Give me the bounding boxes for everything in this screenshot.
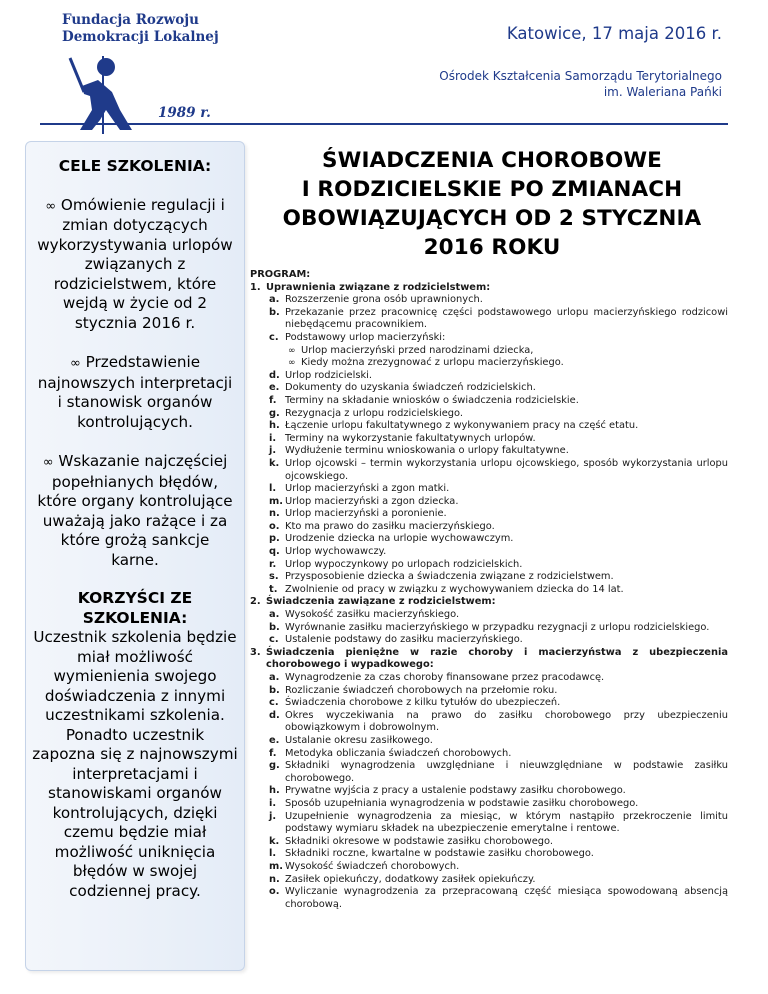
item-letter: d. [269, 709, 280, 721]
item-text: Rozszerzenie grona osób uprawnionych. [285, 294, 483, 306]
section-title: Świadczenia zawiązane z rodzicielstwem: [266, 596, 496, 608]
infinity-bullet-icon: ∞ [42, 455, 54, 470]
item-text: Urlop rodzicielski. [285, 369, 373, 381]
program-item [269, 609, 728, 622]
item-letter: c. [269, 634, 279, 646]
program-subitem [288, 357, 728, 370]
logo-figure-icon [62, 52, 134, 132]
infinity-bullet-icon: ∞ [288, 358, 296, 369]
program-section [250, 282, 728, 295]
item-text: Urlop wychowawczy. [285, 546, 387, 558]
logo-line-2: Demokracji Lokalnej [62, 29, 219, 45]
infinity-bullet-icon: ∞ [45, 198, 57, 214]
goal-item-1 [36, 196, 234, 334]
item-text: Urlop macierzyński a zgon matki. [285, 483, 450, 495]
item-text: Zasiłek opiekuńczy, dodatkowy zasiłek opiekuńczy. [285, 873, 536, 885]
item-text: Rozliczanie świadczeń chorobowych na przełomie roku. [285, 684, 558, 696]
item-text: Ustalanie okresu zasiłkowego. [285, 734, 433, 746]
program-item [269, 571, 728, 584]
item-letter: g. [269, 760, 280, 772]
item-text: Urlop ojcowski – termin wykorzystania urlopu ojcowskiego, sposób wykorzystania urlopu ojcowskiego. [285, 457, 728, 482]
item-letter: b. [269, 684, 280, 696]
program-item [269, 533, 728, 546]
section-number: 2. [250, 596, 261, 608]
item-text: Wyrównanie zasiłku macierzyńskiego w przypadku rezygnacji z urlopu rodzicielskiego. [285, 621, 710, 633]
goal-item-3 [36, 452, 234, 570]
item-letter: k. [269, 835, 280, 847]
title-line-3: OBOWIĄZUJĄCYCH OD 2 STYCZNIA [282, 206, 702, 231]
item-letter: m. [269, 860, 283, 872]
program-item [269, 408, 728, 421]
item-letter: c. [269, 697, 279, 709]
item-letter: f. [269, 394, 277, 406]
program-item [269, 445, 728, 458]
program-item [269, 382, 728, 395]
program-item [269, 886, 728, 911]
goal-text: Wskazanie najczęściej popełnianych błędów, które organy kontrolujące uważają jako rażące i za które grożą sankcje karne. [37, 452, 233, 569]
program-item [269, 395, 728, 408]
item-text: Składniki roczne, kwartalne w podstawie zasiłku chorobowego. [285, 848, 594, 860]
program-item [269, 307, 728, 332]
item-letter: a. [269, 672, 280, 683]
goal-text: Przedstawienie najnowszych interpretacji i stanowisk organów kontrolujących. [37, 353, 233, 431]
program-item [269, 685, 728, 698]
program-section [250, 647, 728, 672]
item-text: Terminy na wykorzystanie fakultatywnych urlopów. [285, 432, 536, 444]
program-item [269, 760, 728, 785]
program-item [269, 584, 728, 597]
program-item [269, 370, 728, 383]
item-text: Łączenie urlopu fakultatywnego z wykonywaniem pracy na część etatu. [285, 420, 639, 432]
document-title [252, 146, 732, 262]
logo-line-1: Fundacja Rozwoju [62, 12, 199, 28]
section-number: 3. [250, 646, 261, 658]
section-number: 1. [250, 281, 261, 293]
item-text: Terminy na składanie wniosków o świadczenia rodzicielskie. [285, 394, 579, 406]
item-letter: f. [269, 747, 277, 759]
item-text: Metodyka obliczania świadczeń chorobowych. [285, 747, 512, 759]
item-letter: n. [269, 508, 280, 520]
program-item [269, 521, 728, 534]
item-text: Wynagrodzenie za czas choroby finansowane przez pracodawcę. [285, 672, 605, 683]
item-text: Rezygnacja z urlopu rodzicielskiego. [285, 407, 464, 419]
program-item [269, 785, 728, 798]
program-item [269, 848, 728, 861]
benefits-heading: KORZYŚCI ZE SZKOLENIA: [77, 589, 193, 627]
program-item [269, 458, 728, 483]
item-letter: g. [269, 407, 280, 419]
goal-item-2 [36, 353, 234, 432]
item-letter: d. [269, 369, 280, 381]
item-letter: b. [269, 306, 280, 318]
item-text: Okres wyczekiwania na prawo do zasiłku chorobowego przy ubezpieczeniu obowiązkowym i dobrowolnym. [285, 709, 728, 734]
organizer-line-2: im. Waleriana Pańki [603, 85, 722, 99]
item-letter: l. [269, 848, 277, 860]
sidebar-panel [25, 141, 245, 971]
item-letter: h. [269, 785, 280, 797]
item-letter: m. [269, 495, 283, 507]
item-text: Uzupełnienie wynagrodzenia za miesiąc, w którym nastąpiło przekroczenie limitu podstawy wymiaru składek na ubezpieczenie emerytalne i rentowe. [285, 810, 728, 835]
program-item [269, 861, 728, 874]
program-item [269, 483, 728, 496]
item-text: Urlop wypoczynkowy po urlopach rodzicielskich. [285, 558, 523, 570]
program-item [269, 622, 728, 635]
program-item [269, 508, 728, 521]
item-letter: h. [269, 420, 280, 432]
item-text: Urlop macierzyński a poronienie. [285, 508, 447, 520]
document-date: Katowice, 17 maja 2016 r. [506, 24, 722, 43]
item-letter: k. [269, 457, 280, 469]
section-title: Świadczenia pieniężne w razie choroby i macierzyństwa z ubezpieczenia chorobowego i wypadkowego: [266, 646, 728, 671]
item-text: Wydłużenie terminu wnioskowania o urlopy fakultatywne. [285, 445, 569, 457]
item-text: Zwolnienie od pracy w związku z wychowywaniem dziecka do 14 lat. [285, 583, 624, 595]
item-text: Ustalenie podstawy do zasiłku macierzyńskiego. [285, 634, 523, 646]
item-text: Kto ma prawo do zasiłku macierzyńskiego. [285, 520, 495, 532]
item-letter: e. [269, 734, 280, 746]
program-section [250, 596, 728, 609]
item-text: Wysokość świadczeń chorobowych. [285, 860, 460, 872]
title-line-2: I RODZICIELSKIE PO ZMIANACH [301, 177, 683, 202]
item-letter: p. [269, 533, 280, 545]
item-letter: i. [269, 797, 277, 809]
item-letter: j. [269, 445, 277, 457]
program-item [269, 332, 728, 345]
item-text: Składniki wynagrodzenia uwzględniane i nieuwzględniane w podstawie zasiłku chorobowego. [285, 760, 728, 784]
item-text: Dokumenty do uzyskania świadczeń rodzicielskich. [285, 382, 536, 394]
benefits-text: Uczestnik szkolenia będzie miał możliwość wymienienia swojego doświadczenia z innymi uczestnikami szkolenia. Ponadto uczestnik zapozna się z najnowszymi interpretacjami i stanowiskami organów kontrolujących, dzięki czemu będzie miał możliwość uniknięcia błędów w swojej codziennej pracy. [32, 628, 238, 900]
item-letter: r. [269, 558, 277, 570]
program-item [269, 559, 728, 572]
program-item [269, 735, 728, 748]
program-item [269, 748, 728, 761]
item-letter: c. [269, 331, 279, 343]
item-letter: b. [269, 621, 280, 633]
program-item [269, 874, 728, 887]
item-letter: j. [269, 810, 277, 822]
header-divider [40, 123, 728, 125]
item-letter: a. [269, 609, 280, 621]
item-text: Podstawowy urlop macierzyński: [285, 331, 446, 343]
program-item [269, 433, 728, 446]
item-letter: n. [269, 873, 280, 885]
program-item [269, 836, 728, 849]
title-line-4: 2016 ROKU [423, 235, 561, 260]
item-text: Urodzenie dziecka na urlopie wychowawczym. [285, 533, 514, 545]
item-letter: a. [269, 294, 280, 306]
item-text: Przysposobienie dziecka a świadczenia związane z rodzicielstwem. [285, 571, 614, 583]
program-item [269, 634, 728, 647]
program-item [269, 420, 728, 433]
item-text: Urlop macierzyński a zgon dziecka. [285, 495, 459, 507]
item-text: Wysokość zasiłku macierzyńskiego. [285, 609, 460, 621]
item-text: Świadczenia chorobowe z kilku tytułów do ubezpieczeń. [285, 697, 561, 709]
title-line-1: ŚWIADCZENIA CHOROBOWE [322, 148, 662, 173]
program-item [269, 496, 728, 509]
item-text: Wyliczanie wynagrodzenia za przepracowaną część miesiąca spowodowaną absencją chorobową. [285, 886, 728, 910]
item-letter: o. [269, 520, 280, 532]
organizer [439, 68, 722, 100]
infinity-bullet-icon: ∞ [69, 356, 81, 371]
logo-year: 1989 r. [158, 105, 211, 121]
item-letter: o. [269, 886, 280, 898]
program-item [269, 294, 728, 307]
item-text: Sposób uzupełniania wynagrodzenia w podstawie zasiłku chorobowego. [285, 797, 639, 809]
goals-heading: CELE SZKOLENIA: [58, 157, 212, 175]
program-item [269, 697, 728, 710]
program-list [250, 269, 728, 911]
program-item [269, 798, 728, 811]
organizer-line-1: Ośrodek Kształcenia Samorządu Terytorialnego [439, 69, 722, 83]
program-item [269, 546, 728, 559]
item-letter: l. [269, 483, 277, 495]
item-letter: t. [269, 583, 278, 595]
item-letter: i. [269, 432, 277, 444]
infinity-bullet-icon: ∞ [288, 345, 296, 356]
section-title: Uprawnienia związane z rodzicielstwem: [266, 281, 491, 293]
item-letter: e. [269, 382, 280, 394]
item-letter: s. [269, 571, 279, 583]
program-item [269, 672, 728, 685]
goal-text: Omówienie regulacji i zmian dotyczących wykorzystywania urlopów związanych z rodzicielstwem, które wejdą w życie od 2 stycznia 2016 r. [37, 195, 233, 332]
item-letter: q. [269, 546, 280, 558]
program-subitem [288, 345, 728, 358]
program-heading: PROGRAM: [250, 269, 311, 280]
item-text: Składniki okresowe w podstawie zasiłku chorobowego. [285, 835, 554, 847]
program-item [269, 811, 728, 836]
item-text: Prywatne wyjścia z pracy a ustalenie podstawy zasiłku chorobowego. [285, 785, 626, 797]
program-item [269, 710, 728, 735]
subitem-text: Kiedy można zrezygnować z urlopu macierzyńskiego. [301, 357, 564, 369]
subitem-text: Urlop macierzyński przed narodzinami dziecka, [301, 344, 534, 356]
item-text: Przekazanie przez pracownicę części podstawowego urlopu macierzyńskiego rodzicowi niebędącemu pracownikiem. [285, 306, 728, 331]
